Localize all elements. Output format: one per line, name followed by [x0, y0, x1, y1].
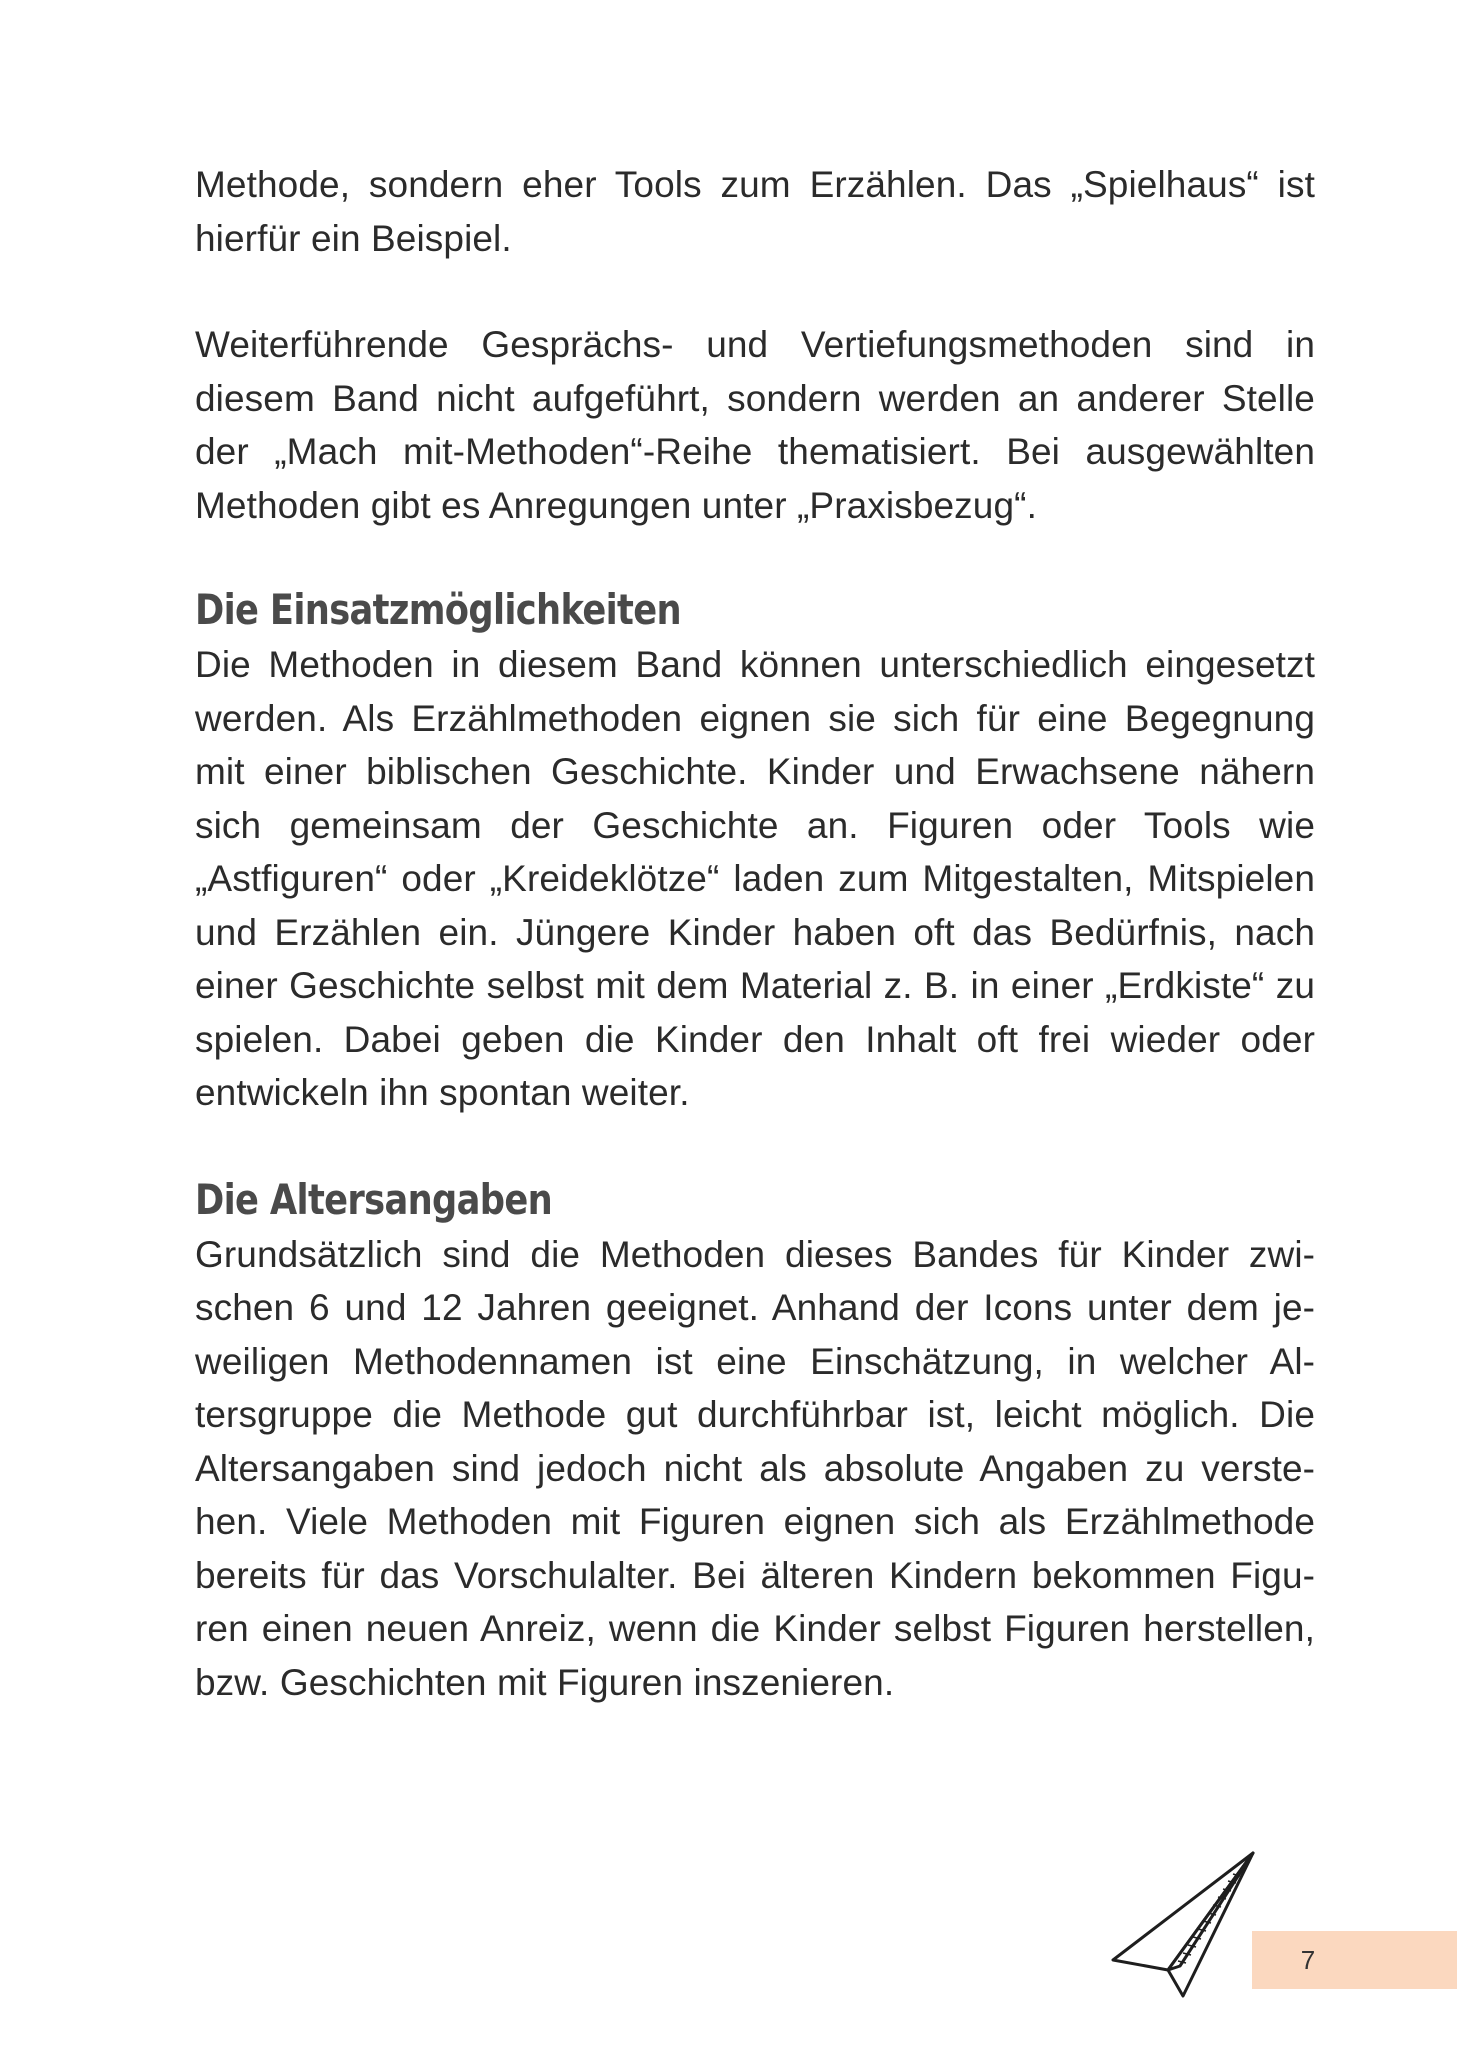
page-content [195, 158, 1315, 1709]
paragraph-einsatzmoeglichkeiten: Die Methoden in diesem Band können unterschiedlich eingesetzt werden. Als Erzählmethoden eignen sie sich für eine Begegnung mit einer biblischen Geschichte. Kinder und Erwachsene nähern sich gemeinsam der Geschichte an. Figuren oder Tools wie „Astfiguren“ oder „Kreideklötze“ laden zum Mitgestalten, Mitspielen und Erzählen ein. Jüngere Kinder haben oft das Bedürfnis, nach einer Geschichte selbst mit dem Material z. B. in einer „Erdkiste“ zu spielen. Dabei geben die Kinder den Inhalt oft frei wieder oder entwickeln ihn spontan weiter. [195, 644, 1315, 1113]
paragraph-further-methods: Weiterführende Gesprächs- und Vertiefungsmethoden sind in diesem Band nicht aufgeführt, sondern werden an anderer Stelle der „Mach mit-Methoden“-Reihe thematisiert. Bei ausgewählten Methoden gibt es Anregungen unter „Praxisbezug“. [195, 324, 1315, 526]
heading-altersangaben: Die Altersangaben [195, 1174, 553, 1224]
paragraph-intro-end: Methode, sondern eher Tools zum Erzählen. Das „Spielhaus“ ist hierfür ein Beispiel. [195, 164, 1315, 259]
page-number-tab [1252, 1931, 1457, 1989]
paper-plane-icon [1108, 1848, 1258, 1998]
page-number: 7 [1300, 1945, 1316, 1975]
paragraph-altersangaben: Grundsätzlich sind die Methoden dieses Bandes für Kinder zwischen 6 und 12 Jahren geeignet. Anhand der Icons unter dem jeweiligen Methodennamen ist eine Einschätzung, in welcher Altersgruppe die Methode gut durchführbar ist, leicht möglich. Die Altersangaben sind jedoch nicht als absolute Angaben zu verstehen. Viele Methoden mit Figuren eignen sich als Erzählmethode bereits für das Vorschulalter. Bei älteren Kindern bekommen Figuren einen neuen Anreiz, wenn die Kinder selbst Figuren herstellen, bzw. Geschichten mit Figuren inszenieren. [195, 1233, 1315, 1703]
heading-einsatzmoeglichkeiten: Die Einsatzmöglichkeiten [195, 585, 681, 634]
